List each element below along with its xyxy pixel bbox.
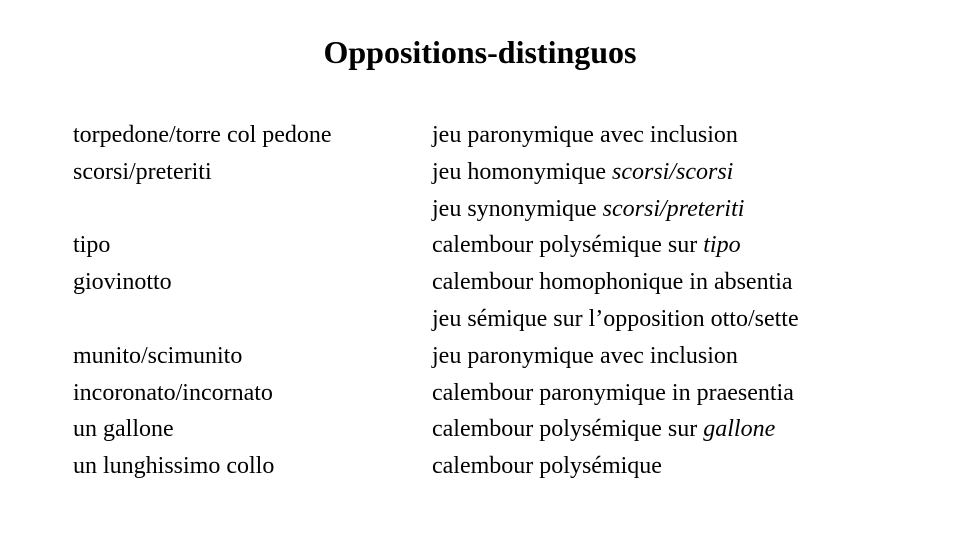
left-line: tipo: [73, 232, 111, 259]
right-line-text: jeu synonymique: [432, 195, 603, 222]
right-line-italic: scorsi/scorsi: [611, 158, 734, 185]
right-line: [432, 375, 799, 412]
right-line: [432, 154, 799, 191]
right-line: [432, 264, 799, 301]
right-line-text: calembour polysémique sur: [432, 232, 704, 259]
left-line-blank: [73, 301, 332, 338]
left-line: giovinotto: [73, 269, 172, 296]
right-line-italic: gallone: [703, 416, 776, 443]
left-line: incoronato/incornato: [73, 379, 273, 406]
right-line: [432, 338, 799, 375]
right-line-text: jeu paronymique avec inclusion: [432, 342, 738, 369]
right-line-italic: tipo: [703, 232, 741, 259]
left-line-blank: [73, 191, 332, 228]
right-line: [432, 411, 799, 448]
right-line-text: jeu sémique sur l’opposition otto/sette: [432, 305, 799, 332]
slide-title: Oppositions-distinguos: [323, 34, 637, 70]
right-line-italic: scorsi/preteriti: [602, 195, 745, 222]
left-line: un gallone: [73, 416, 174, 443]
right-line-text: calembour paronymique in praesentia: [432, 379, 794, 406]
right-line-text: jeu homonymique: [432, 158, 612, 185]
left-line: un lunghissimo collo: [73, 453, 275, 480]
left-line: torpedone/torre col pedone: [73, 122, 332, 148]
left-line: munito/scimunito: [73, 342, 243, 369]
left-line: scorsi/preteriti: [73, 158, 212, 185]
right-line: [432, 448, 799, 485]
right-line: [432, 227, 799, 264]
right-line-text: jeu paronymique avec inclusion: [432, 122, 738, 148]
right-line: [432, 301, 799, 338]
right-line-text: calembour homophonique in absentia: [432, 269, 793, 296]
right-column: [432, 117, 799, 485]
right-line-text: calembour polysémique sur: [432, 416, 704, 443]
right-line: [432, 191, 799, 228]
right-line-text: calembour polysémique: [432, 453, 662, 480]
right-line: [432, 117, 799, 154]
left-column: [73, 117, 332, 485]
